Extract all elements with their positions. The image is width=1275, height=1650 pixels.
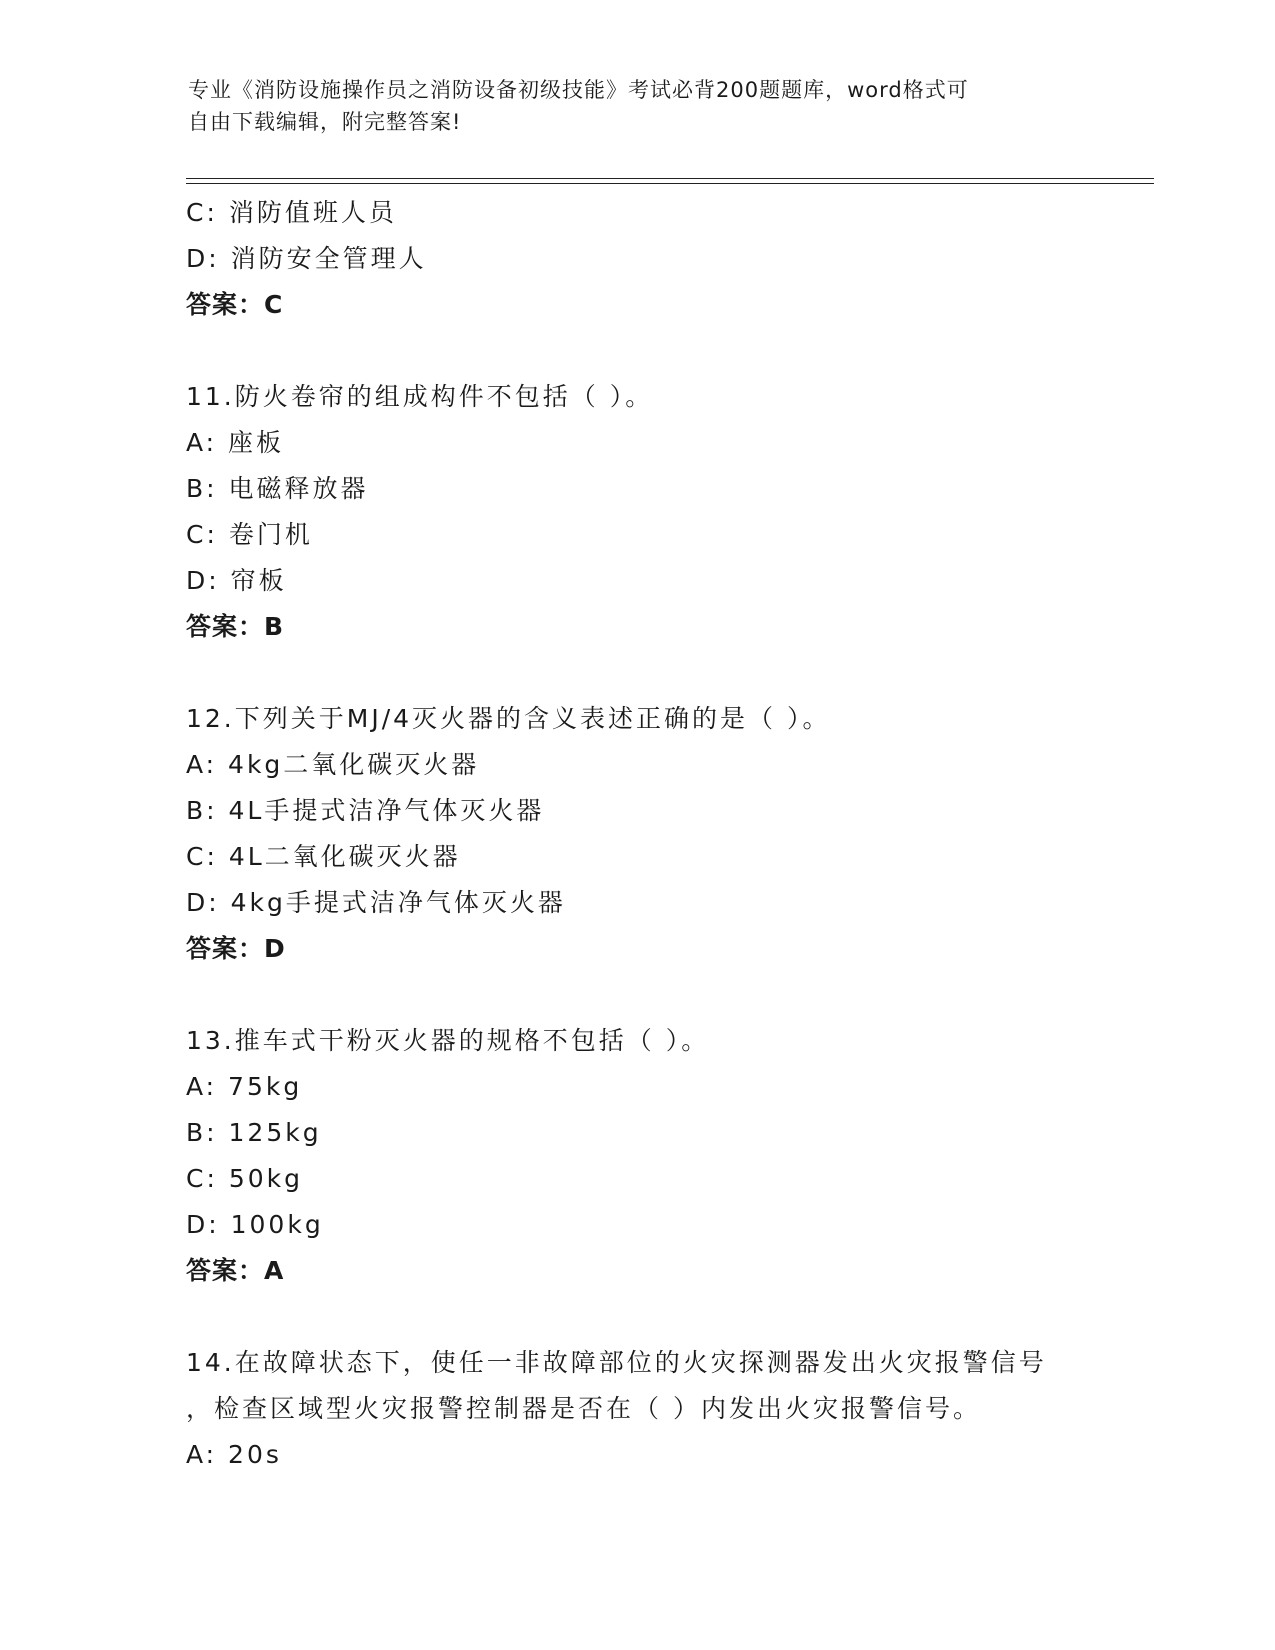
question-14 bbox=[186, 1340, 1086, 1478]
header-rule-top bbox=[186, 178, 1154, 179]
question-12 bbox=[186, 696, 1086, 972]
option-d: D: 消防安全管理人 bbox=[186, 244, 427, 273]
header-rule-bottom bbox=[186, 183, 1154, 184]
question-13 bbox=[186, 1018, 1086, 1294]
option-b: B: 4L手提式洁净气体灭火器 bbox=[186, 796, 545, 825]
option-c: C: 4L二氧化碳灭火器 bbox=[186, 842, 461, 871]
option-c: C: 消防值班人员 bbox=[186, 198, 397, 227]
option-d: D: 4kg手提式洁净气体灭火器 bbox=[186, 888, 566, 917]
option-c: C: 50kg bbox=[186, 1164, 303, 1193]
answer-line: 答案：A bbox=[186, 1256, 285, 1285]
document-header bbox=[188, 74, 1088, 138]
answer-line: 答案：D bbox=[186, 934, 286, 963]
option-d: D: 100kg bbox=[186, 1210, 324, 1239]
option-a: A: 座板 bbox=[186, 428, 285, 457]
question-text-line-2: ，检查区域型火灾报警控制器是否在（ ）内发出火灾报警信号。 bbox=[186, 1394, 981, 1423]
question-10-continuation bbox=[186, 190, 1086, 328]
header-line-2: 自由下载编辑，附完整答案! bbox=[188, 110, 462, 134]
question-11 bbox=[186, 374, 1086, 650]
header-line-1: 专业《消防设施操作员之消防设备初级技能》考试必背200题题库，word格式可 bbox=[188, 78, 969, 102]
option-a: A: 20s bbox=[186, 1440, 282, 1469]
option-a: A: 4kg二氧化碳灭火器 bbox=[186, 750, 480, 779]
question-content bbox=[186, 190, 1086, 1478]
option-b: B: 电磁释放器 bbox=[186, 474, 369, 503]
question-text: 12.下列关于MJ/4灭火器的含义表述正确的是（ ）。 bbox=[186, 704, 831, 733]
option-a: A: 75kg bbox=[186, 1072, 303, 1101]
question-text: 11.防火卷帘的组成构件不包括（ ）。 bbox=[186, 382, 654, 411]
option-d: D: 帘板 bbox=[186, 566, 287, 595]
answer-line: 答案：B bbox=[186, 612, 285, 641]
option-c: C: 卷门机 bbox=[186, 520, 313, 549]
question-text-line-1: 14.在故障状态下，使任一非故障部位的火灾探测器发出火灾报警信号 bbox=[186, 1348, 1047, 1377]
option-b: B: 125kg bbox=[186, 1118, 322, 1147]
answer-line: 答案：C bbox=[186, 290, 284, 319]
question-text: 13.推车式干粉灭火器的规格不包括（ ）。 bbox=[186, 1026, 710, 1055]
